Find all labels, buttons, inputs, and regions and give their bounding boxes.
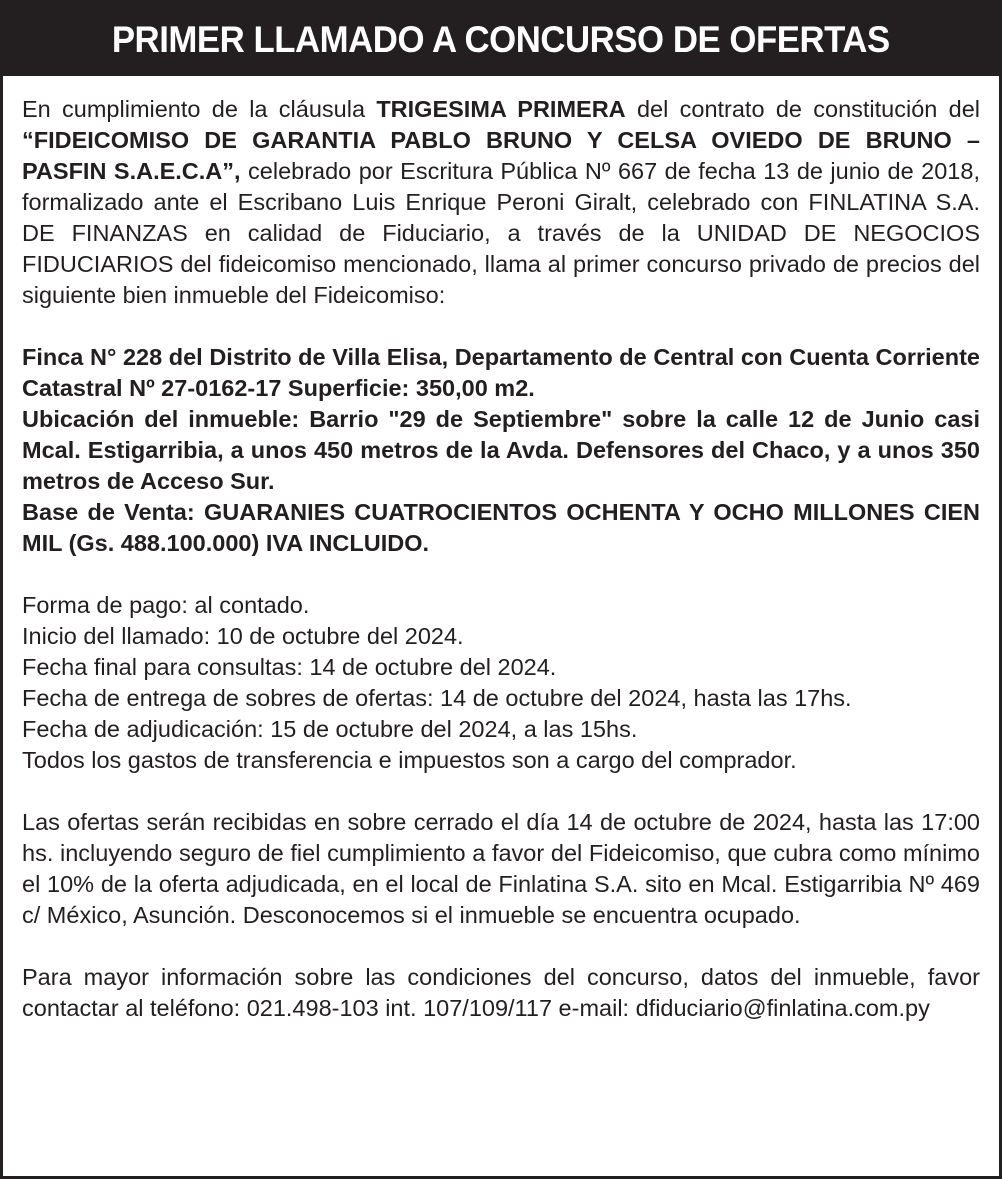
notice-header xyxy=(3,3,999,76)
property-finca: Finca N° 228 del Distrito de Villa Elisa, Departamento de Central con Cuenta Corriente Catastral Nº 27-0162-17 Superficie: 350,00 m2. xyxy=(22,344,980,401)
spacer xyxy=(22,311,980,342)
contact-email: dfiduciario@finlatina.com.py xyxy=(635,995,930,1021)
term-start-date: Inicio del llamado: 10 de octubre del 2024. xyxy=(22,623,464,649)
intro-bold-clause: TRIGESIMA PRIMERA xyxy=(376,96,626,122)
term-delivery-date: Fecha de entrega de sobres de ofertas: 14 de octubre del 2024, hasta las 17hs. xyxy=(22,685,852,711)
intro-bold-trust-name: “FIDEICOMISO DE GARANTIA PABLO BRUNO Y CELSA OVIEDO DE BRUNO – PASFIN S.A.E.C.A”, xyxy=(22,127,980,184)
contact-paragraph xyxy=(22,962,980,1024)
intro-paragraph xyxy=(22,94,980,311)
term-queries-deadline: Fecha final para consultas: 14 de octubre del 2024. xyxy=(22,654,557,680)
intro-text-3: celebrado por Escritura Pública Nº 667 de fecha 13 de junio de 2018, formalizado ante el Escribano Luis Enrique Peroni Giralt, celebrado con FINLATINA S.A. DE FINANZAS en calidad de Fiduciario, a través de la UNIDAD DE NEGOCIOS FIDUCIARIOS del fideicomiso mencionado, llama al primer concurso privado de precios del siguiente bien inmueble del Fideicomiso: xyxy=(22,158,980,308)
spacer xyxy=(22,559,980,590)
term-award-date: Fecha de adjudicación: 15 de octubre del 2024, a las 15hs. xyxy=(22,716,638,742)
term-costs: Todos los gastos de transferencia e impuestos son a cargo del comprador. xyxy=(22,747,797,773)
term-payment: Forma de pago: al contado. xyxy=(22,592,310,618)
terms-list xyxy=(22,590,980,776)
property-location: Ubicación del inmueble: Barrio "29 de Septiembre" sobre la calle 12 de Junio casi Mcal. Estigarribia, a unos 450 metros de la Avda. Defensores del Chaco, y a unos 350 metros de Acceso Sur. xyxy=(22,406,980,494)
notice-body xyxy=(3,76,999,1024)
property-block xyxy=(22,342,980,559)
notice-title: PRIMER LLAMADO A CONCURSO DE OFERTAS xyxy=(112,18,890,60)
offers-paragraph: Las ofertas serán recibidas en sobre cerrado el día 14 de octubre de 2024, hasta las 17:00 hs. incluyendo seguro de fiel cumplimiento a favor del Fideicomiso, que cubra como mínimo el 10% de la oferta adjudicada, en el local de Finlatina S.A. sito en Mcal. Estigarribia Nº 469 c/ México, Asunción. Desconocemos si el inmueble se encuentra ocupado. xyxy=(22,809,980,928)
intro-text-2: del contrato de constitución del xyxy=(625,96,981,122)
property-base-price: Base de Venta: GUARANIES CUATROCIENTOS OCHENTA Y OCHO MILLONES CIEN MIL (Gs. 488.100.000) IVA INCLUIDO. xyxy=(22,499,980,556)
contact-text: Para mayor información sobre las condiciones del concurso, datos del inmueble, favor contactar al teléfono: 021.498-103 int. 107/109/117 e-mail: xyxy=(22,964,980,1021)
spacer xyxy=(22,776,980,807)
spacer xyxy=(22,931,980,962)
intro-text-1: En cumplimiento de la cláusula xyxy=(22,96,377,122)
